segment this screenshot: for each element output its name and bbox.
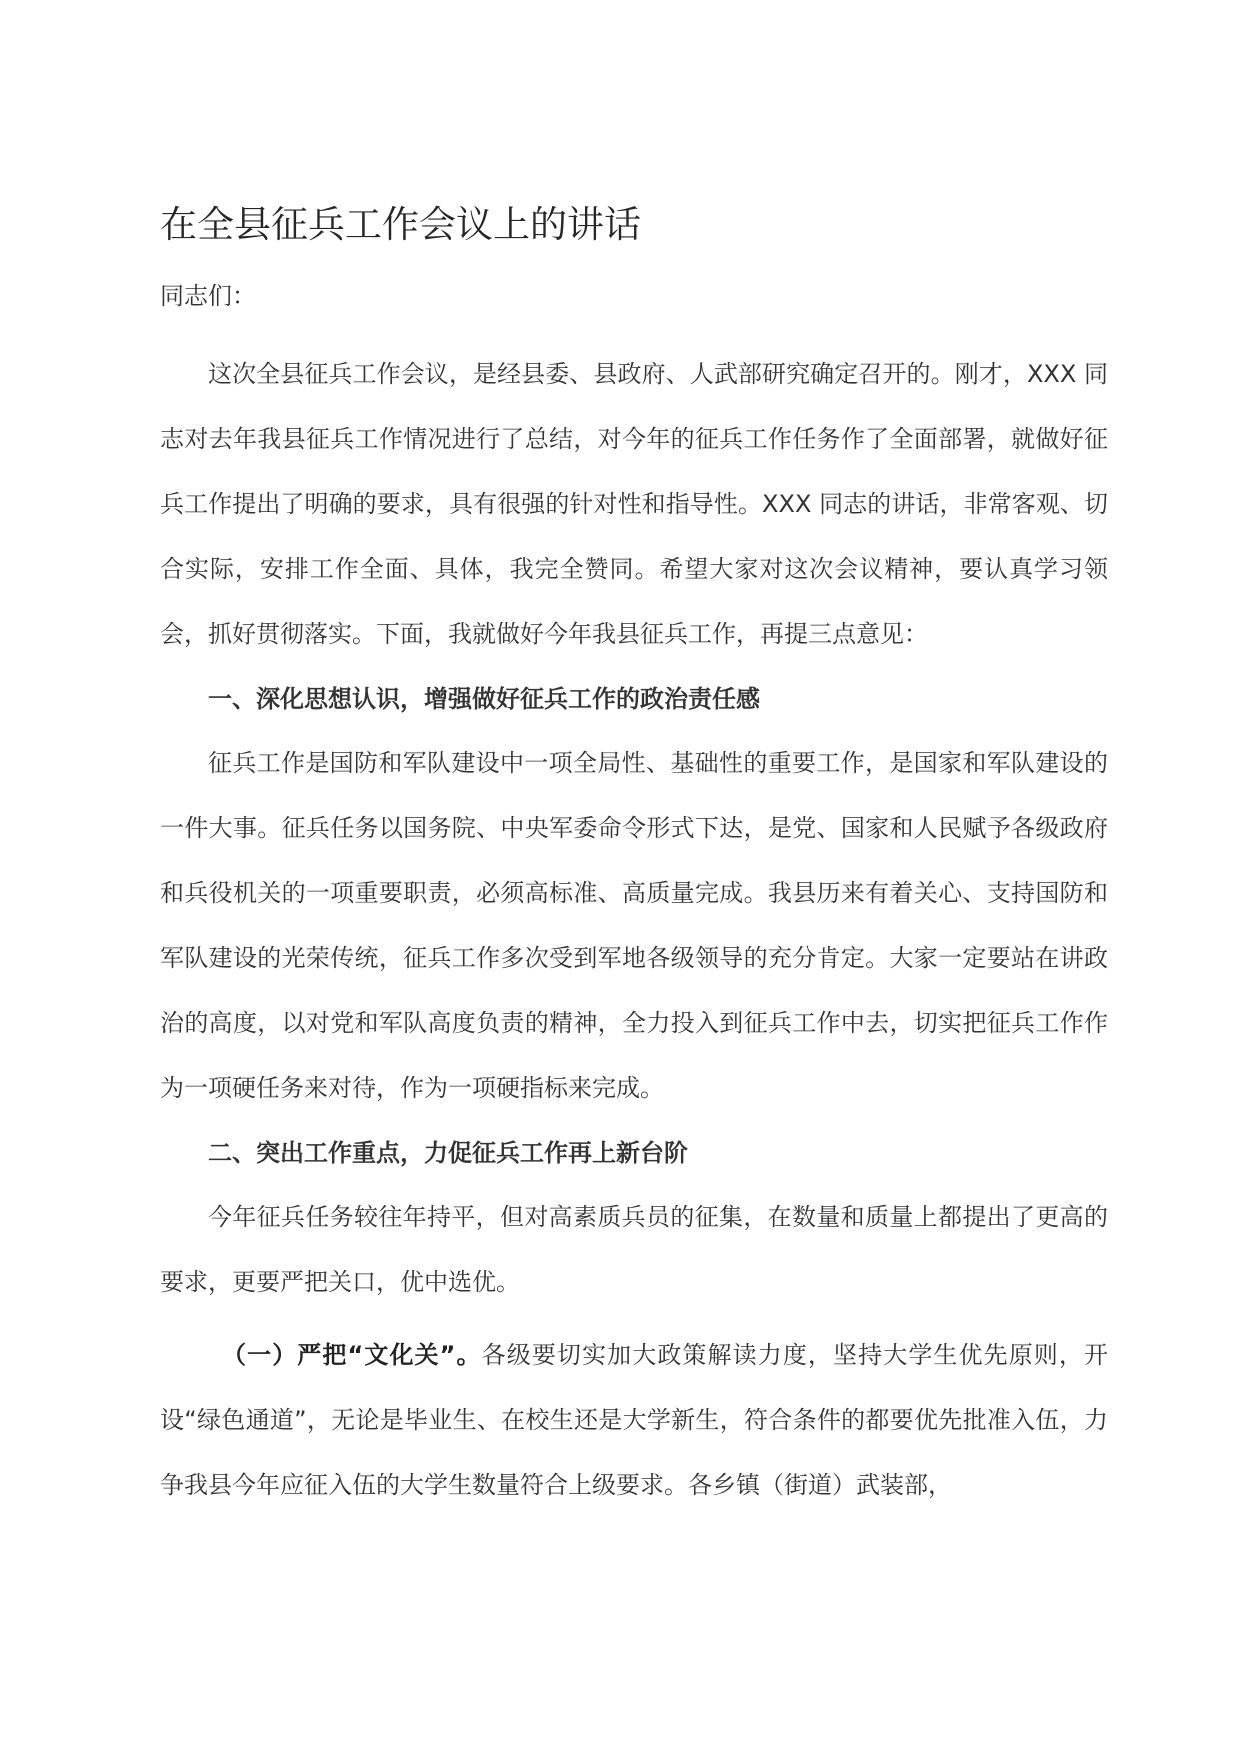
salutation: 同志们：	[160, 282, 256, 310]
section-2-paragraph: 今年征兵任务较往年持平，但对高素质兵员的征集，在数量和质量上都提出了更高的要求，更要严把关口，优中选优。	[160, 1203, 1108, 1296]
subsection-1-paragraph	[160, 1323, 1108, 1518]
section-2-heading: 二、突出工作重点，力促征兵工作再上新台阶	[208, 1139, 688, 1167]
section-1-heading: 一、深化思想认识，增强做好征兵工作的政治责任感	[208, 685, 760, 713]
section-1-paragraph: 征兵工作是国防和军队建设中一项全局性、基础性的重要工作，是国家和军队建设的一件大事。征兵任务以国务院、中央军委命令形式下达，是党、国家和人民赋予各级政府和兵役机关的一项重要职责，必须高标准、高质量完成。我县历来有着关心、支持国防和军队建设的光荣传统，征兵工作多次受到军地各级领导的充分肯定。大家一定要站在讲政治的高度，以对党和军队高度负责的精神，全力投入到征兵工作中去，切实把征兵工作作为一项硬任务来对待，作为一项硬指标来完成。	[160, 749, 1108, 1102]
subsection-1-title: （一）严把“文化关”。	[222, 1341, 482, 1369]
document-body	[160, 200, 1108, 1518]
subsection-1-body: 各级要切实加大政策解读力度，坚持大学生优先原则，开设“绿色通道”，无论是毕业生、在校生还是大学新生，符合条件的都要优先批准入伍，力争我县今年应征入伍的大学生数量符合上级要求。各乡镇（街道）武装部，	[160, 1341, 1109, 1499]
document-title: 在全县征兵工作会议上的讲话	[160, 203, 641, 246]
intro-paragraph: 这次全县征兵工作会议，是经县委、县政府、人武部研究确定召开的。刚才，XXX 同志对去年我县征兵工作情况进行了总结，对今年的征兵工作任务作了全面部署，就做好征兵工作提出了明确的要求，具有很强的针对性和指导性。XXX 同志的讲话，非常客观、切合实际，安排工作全面、具体，我完全赞同。希望大家对这次会议精神，要认真学习领会，抓好贯彻落实。下面，我就做好今年我县征兵工作，再提三点意见：	[160, 360, 1108, 648]
